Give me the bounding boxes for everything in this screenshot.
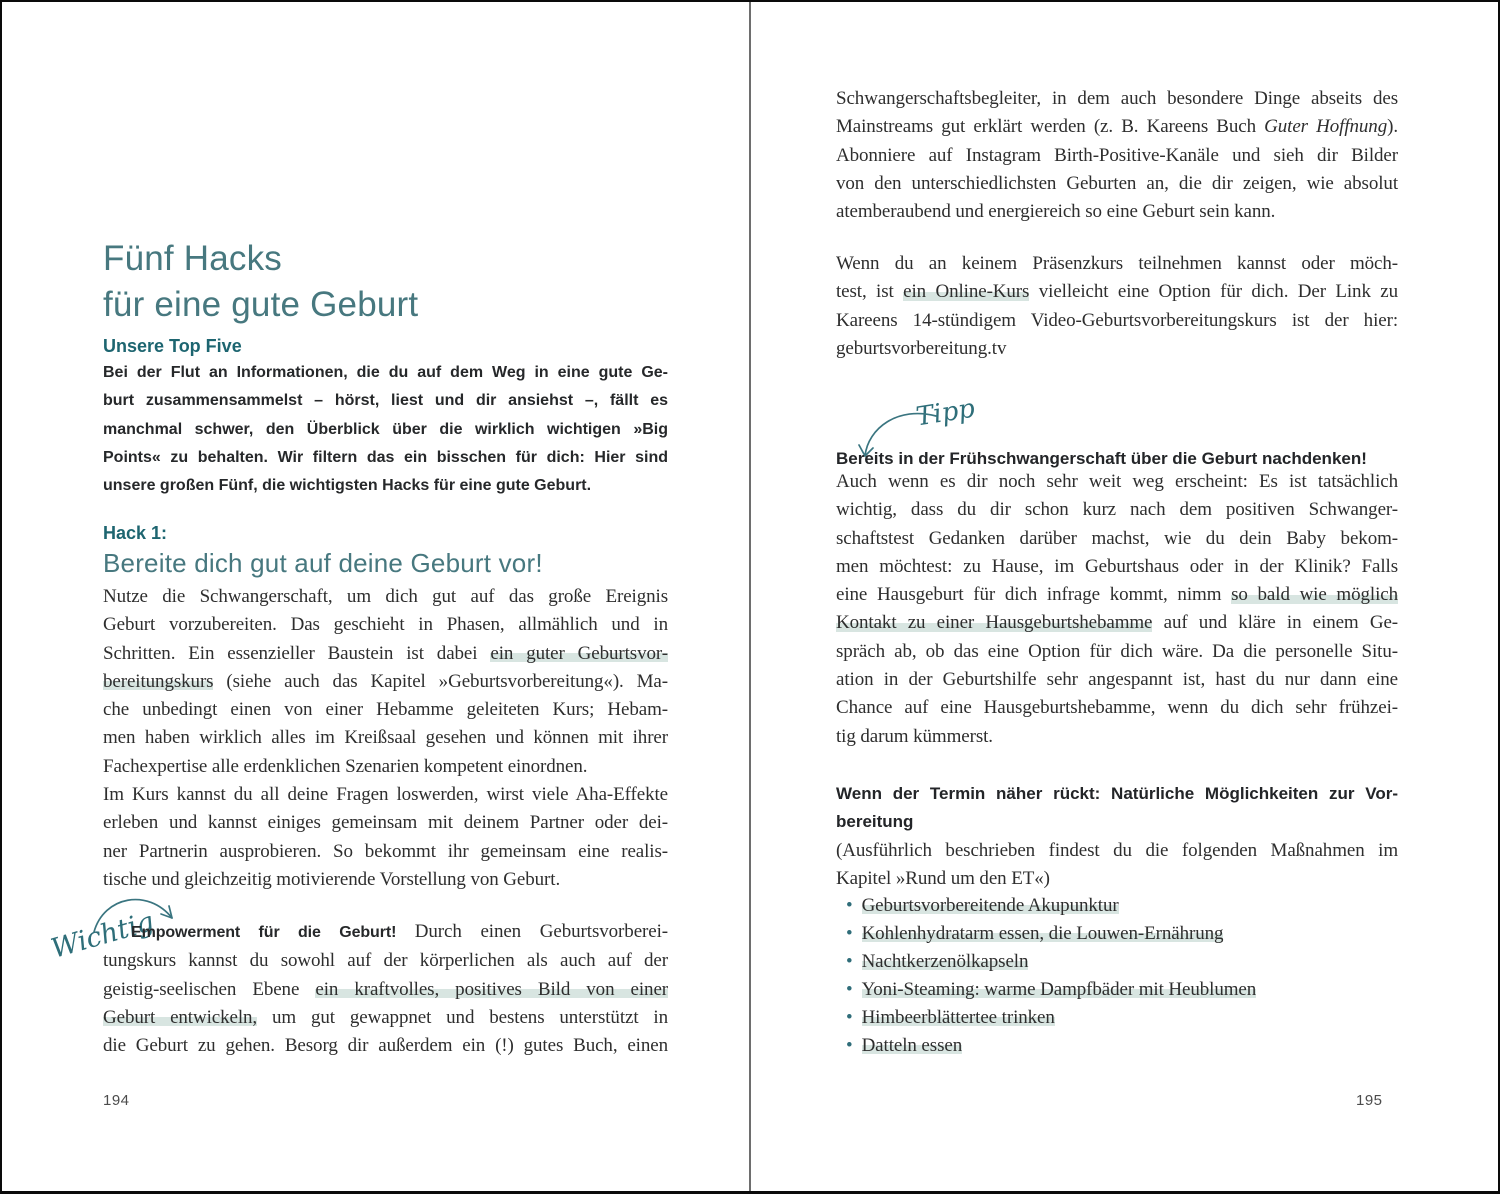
text-line: Empowerment für die Geburt! Durch einen Geburtsvorberei- xyxy=(131,921,668,942)
empowerment-paragraph xyxy=(103,918,668,1060)
text-line: tische und gleichzeitig motivierende Vorstellung von Geburt. xyxy=(103,868,561,890)
text-line: geburtsvorbereitung.tv xyxy=(836,337,1007,359)
list-item: • Geburtsvorbereitende Akupunktur xyxy=(846,895,1119,916)
tip-heading: Bereits in der Frühschwangerschaft über die Geburt nachdenken! xyxy=(836,449,1367,468)
chapter-title-line: für eine gute Geburt xyxy=(103,285,419,324)
text-line: ation in der Geburtshilfe sehr angespannt ist, hast du nur dann eine xyxy=(836,669,1398,691)
text-line: bereitung xyxy=(836,812,914,832)
text-line: bereitungskurs (siehe auch das Kapitel »Geburtsvorbereitung«). Ma- xyxy=(103,670,668,692)
text-line: von den unterschiedlichsten Geburten an, die dir zeigen, wie absolut xyxy=(836,172,1398,194)
text-line: Wenn du an keinem Präsenzkurs teilnehmen kannst oder möch- xyxy=(836,253,1398,274)
section-subtitle: Unsere Top Five xyxy=(103,336,242,356)
natural-methods-heading xyxy=(836,780,1398,837)
text-line: tungskurs kannst du sowohl auf der körperlichen als auch auf der xyxy=(103,950,668,972)
text-line: atemberaubend und energiereich so eine Geburt sein kann. xyxy=(836,201,1276,223)
list-item: • Kohlenhydratarm essen, die Louwen-Ernährung xyxy=(846,923,1224,944)
margin-note-tipp: Tipp xyxy=(914,393,977,433)
text-line: che unbedingt einen von einer Hebamme geleiteten Kurs; Hebam- xyxy=(103,699,668,721)
bullet-icon: • xyxy=(846,923,853,944)
text-line: spräch ab, ob das eine Option für dich wäre. Da die personelle Situ- xyxy=(836,640,1398,662)
page-number-right: 195 xyxy=(1356,1092,1383,1109)
hack-label: Hack 1: xyxy=(103,523,168,543)
text-line: Mainstreams gut erklärt werden (z. B. Kareens Buch Guter Hoffnung). xyxy=(836,116,1398,138)
bullet-icon: • xyxy=(846,1007,853,1028)
chapter-title-line: Fünf Hacks xyxy=(103,239,282,278)
text-line: Abonniere auf Instagram Birth-Positive-Kanäle und sieh dir Bilder xyxy=(836,144,1398,166)
text-line: die Geburt zu gehen. Besorg dir außerdem ein (!) gutes Buch, einen xyxy=(103,1035,668,1057)
reference-paragraph xyxy=(836,837,1398,894)
hack-title: Bereite dich gut auf deine Geburt vor! xyxy=(103,548,543,578)
list-item: • Nachtkerzenölkapseln xyxy=(846,951,1029,972)
text-line: eine Hausgeburt für dich infrage kommt, nimm so bald wie möglich xyxy=(836,584,1398,606)
text-line: ner Partnerin ausprobieren. So bekommt ihr gemeinsam eine realis- xyxy=(103,840,668,862)
text-line: Auch wenn es dir noch sehr weit weg erscheint: Es ist tatsächlich xyxy=(836,471,1398,492)
page-number-left: 194 xyxy=(103,1092,130,1109)
bullet-list xyxy=(846,892,1398,1060)
text-line: unsere großen Fünf, die wichtigsten Hacks für eine gute Geburt. xyxy=(103,477,592,495)
intro-paragraph xyxy=(103,359,668,500)
online-course-paragraph xyxy=(836,250,1398,363)
text-line: schaftstest Gedanken darüber machst, wie du dein Baby bekom- xyxy=(836,527,1398,549)
page-divider xyxy=(749,0,751,1194)
bullet-icon: • xyxy=(846,895,853,916)
bullet-icon: • xyxy=(846,1035,853,1056)
text-line: erleben und kannst einiges gemeinsam mit deinem Partner oder dei- xyxy=(103,812,668,834)
text-line: Kapitel »Rund um den ET«) xyxy=(836,868,1050,890)
text-line: Schritten. Ein essenzieller Baustein ist dabei ein guter Geburtsvor- xyxy=(103,642,668,664)
text-line: Wenn der Termin näher rückt: Natürliche Möglichkeiten zur Vor- xyxy=(836,784,1398,803)
margin-note-wichtig: Wichtig xyxy=(47,906,158,965)
text-line: Kontakt zu einer Hausgeburtshebamme auf und kläre in einem Ge- xyxy=(836,612,1398,634)
text-line: Chance auf eine Hausgeburtshebamme, wenn du dich sehr frühzei- xyxy=(836,697,1398,719)
text-line: manchmal schwer, den Überblick über die wirklich wichtigen »Big xyxy=(103,420,668,438)
text-line: Kareens 14-stündigem Video-Geburtsvorbereitungskurs ist der hier: xyxy=(836,309,1398,331)
text-line: Schwangerschaftsbegleiter, in dem auch besondere Dinge abseits des xyxy=(836,88,1398,109)
bullet-icon: • xyxy=(846,979,853,1000)
continuation-paragraph xyxy=(836,85,1398,226)
text-line: Nutze die Schwangerschaft, um dich gut auf das große Ereignis xyxy=(103,586,668,607)
text-line: wichtig, dass du dir schon kurz nach dem positiven Schwanger- xyxy=(836,499,1398,521)
text-line: tig darum kümmerst. xyxy=(836,725,993,747)
text-line: Points« zu behalten. Wir filtern das ein bisschen für dich: Hier sind xyxy=(103,448,668,466)
text-line: (Ausführlich beschrieben findest du die folgenden Maßnahmen im xyxy=(836,840,1398,861)
list-item: • Himbeerblättertee trinken xyxy=(846,1007,1055,1028)
chapter-title xyxy=(103,236,668,328)
list-item: • Yoni-Steaming: warme Dampfbäder mit Heublumen xyxy=(846,979,1257,1000)
text-line: geistig-seelischen Ebene ein kraftvolles, positives Bild von einer xyxy=(103,978,669,1000)
text-line: men möchtest: zu Hause, im Geburtshaus oder in der Klinik? Falls xyxy=(836,555,1398,577)
text-line: men haben wirklich alles im Kreißsaal gesehen und können mit ihrer xyxy=(103,727,668,749)
text-line: Bei der Flut an Informationen, die du auf dem Weg in eine gute Ge- xyxy=(103,364,668,381)
text-line: Im Kurs kannst du all deine Fragen loswerden, wirst viele Aha-Effekte xyxy=(103,784,668,806)
text-line: burt zusammensammelst – hörst, liest und dir ansiehst –, fällt es xyxy=(103,392,668,410)
list-item: • Datteln essen xyxy=(846,1035,963,1056)
early-pregnancy-paragraph xyxy=(836,468,1398,751)
text-line: Fachexpertise alle erdenklichen Szenarien kompetent einordnen. xyxy=(103,755,588,777)
body-paragraph xyxy=(103,583,668,894)
text-line: test, ist ein Online-Kurs vielleicht eine Option für dich. Der Link zu xyxy=(836,281,1398,303)
bullet-icon: • xyxy=(846,951,853,972)
text-line: Geburt vorzubereiten. Das geschieht in Phasen, allmählich und in xyxy=(103,614,668,636)
text-line: Geburt entwickeln, um gut gewappnet und bestens unterstützt in xyxy=(103,1006,668,1028)
